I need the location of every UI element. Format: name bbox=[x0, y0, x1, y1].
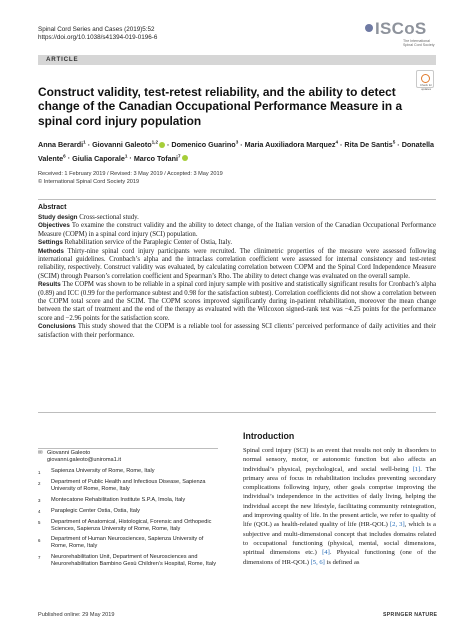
correspondence-name: Giovanni Galeoto bbox=[47, 450, 91, 456]
abstract-section-text: This study showed that the COPM is a reliable tool for assessing SCI clients’ perceived performance of daily activities and their satisfaction with their performance. bbox=[38, 323, 436, 339]
affiliation-number: 2 bbox=[38, 480, 41, 486]
abstract-rule-top bbox=[38, 199, 436, 200]
article-label: ARTICLE bbox=[46, 56, 79, 63]
affiliation-text: Department of Human Neurosciences, Sapienza University of Rome, Rome, Italy bbox=[51, 536, 204, 549]
abstract-section-label: Conclusions bbox=[38, 323, 76, 331]
author-name: Anna Berardi bbox=[38, 140, 84, 150]
correspondence-details bbox=[47, 450, 121, 464]
affiliation-item bbox=[38, 479, 218, 493]
author-affiliation-sup: 1 bbox=[83, 140, 86, 145]
intro-text: . The primary area of focus in rehabilitation includes preventing secondary complications following injury, other goals comprise improving the individual’s independence in the activities of daily living, helping the individual accept the new lifestyle, facilitating community reintegration, and improving quality of life. In the present article, we refer to quality of life (QOL) as health-related quality of life (HR-QOL) bbox=[243, 465, 436, 529]
author-name: Giovanni Galeoto bbox=[92, 140, 152, 150]
citation-link[interactable]: [4] bbox=[322, 549, 330, 557]
dates-block bbox=[38, 170, 223, 186]
article-title: Construct validity, test-retest reliability, and the ability to detect change of the Canadian Occupational Performance Measure in a spinal cord injury population bbox=[38, 85, 403, 128]
affiliation-number: 4 bbox=[38, 509, 41, 514]
affiliation-text: Montecatone Rehabilitation Institute S.P.A, Imola, Italy bbox=[51, 496, 186, 503]
author[interactable] bbox=[92, 140, 165, 149]
affiliation-text: Department of Anatomical, Histological, Forensic and Orthopedic Sciences, Sapienza University of Rome, Rome, Italy bbox=[51, 518, 212, 532]
affiliation-list bbox=[38, 468, 218, 568]
logo-circle-icon bbox=[365, 24, 373, 32]
intro-text: is defined as bbox=[324, 558, 360, 566]
author-name: Giulia Caporale bbox=[72, 153, 125, 163]
article-type-band bbox=[38, 55, 436, 65]
abstract bbox=[38, 204, 436, 340]
envelope-icon: ✉ bbox=[38, 450, 43, 456]
author-affiliation-sup: 6 bbox=[63, 153, 66, 159]
author-affiliation-sup: 3 bbox=[235, 140, 239, 145]
published-date: Published online: 29 May 2019 bbox=[38, 612, 115, 618]
affiliation-number: 3 bbox=[38, 498, 41, 503]
affiliation-number: 7 bbox=[38, 555, 41, 560]
author-affiliation-sup: 1,2 bbox=[151, 140, 158, 145]
abstract-body bbox=[38, 214, 436, 340]
abstract-heading: Abstract bbox=[38, 204, 67, 211]
abstract-section-text: To examine the construct validity and the ability to detect change, of the Italian version of the Canadian Occupational Performance Measure (COPM) in a spinal cord injury (SCI) population. bbox=[38, 222, 437, 238]
abstract-section-text: Rehabilitation service of the Paraplegic Center of Ostia, Italy. bbox=[64, 239, 233, 247]
abstract-section bbox=[38, 239, 436, 247]
affiliation-rule bbox=[38, 448, 218, 449]
citation-link[interactable]: [2, 3] bbox=[389, 521, 405, 529]
logo-subtitle: The International Spinal Cord Society bbox=[403, 39, 435, 47]
affiliation-item bbox=[38, 519, 218, 533]
author-affiliation-sup: 4 bbox=[335, 140, 339, 145]
abstract-section-text: The COPM was shown to be reliable in a spinal cord injury sample with positive and statistically significant results for Cronbach’s alpha (0.89) and ICC (0.99 for the performance subtest and 0.98 for the satisfaction subtest). Correlation coefficients did not show a correlation between the COPM total score and the SCIM. The COPM scores improved significantly during in-patient rehabilitation, moreover the mean change between the start of treatment and the end of the therapy as evaluated with the Wilcoxon signed-rank test was −4.25 points for the performance score and −2.96 points for the satisfaction score. bbox=[38, 281, 437, 322]
author[interactable] bbox=[38, 140, 86, 149]
abstract-section bbox=[38, 248, 436, 282]
affiliations bbox=[38, 450, 218, 571]
iscos-logo bbox=[365, 20, 437, 50]
author-affiliation-sup: 5 bbox=[392, 140, 396, 145]
intro-text: , which is a subjective and multi-dimensional concept that includes domains related to occupational functioning (physical, mental, social dimensions, spiritual dimensions etc.) bbox=[243, 521, 436, 557]
check-updates-badge[interactable] bbox=[416, 70, 434, 91]
author-name: Marco Tofani bbox=[133, 153, 179, 163]
abstract-section-label: Methods bbox=[38, 247, 64, 255]
abstract-section bbox=[38, 214, 436, 222]
author-affiliation-sup: 1 bbox=[124, 153, 128, 159]
affiliation-number: 5 bbox=[38, 520, 41, 525]
abstract-section-text: Cross-sectional study. bbox=[79, 213, 139, 221]
author-name: Donatella Valente bbox=[38, 140, 435, 163]
journal-header bbox=[38, 26, 157, 42]
affiliation-number: 6 bbox=[38, 537, 41, 543]
update-icon bbox=[421, 74, 430, 83]
affiliation-text: Sapienza University of Rome, Rome, Italy bbox=[51, 468, 155, 474]
author[interactable] bbox=[344, 140, 395, 149]
abstract-section-label: Study design bbox=[38, 213, 78, 221]
affiliation-text: Department of Public Health and Infectious Disease, Sapienza University of Rome, Rome, Italy bbox=[51, 479, 206, 492]
copyright: © International Spinal Cord Society 2019 bbox=[38, 179, 140, 186]
abstract-section-label: Results bbox=[38, 281, 61, 289]
affiliation-number: 1 bbox=[38, 469, 41, 475]
author-name: Rita De Santis bbox=[344, 140, 393, 150]
publisher-logo: SPRINGER NATURE bbox=[383, 612, 438, 618]
citation-link[interactable]: [1] bbox=[412, 465, 421, 473]
affiliation-item bbox=[38, 536, 218, 550]
affiliation-item bbox=[38, 554, 218, 568]
citation-link[interactable]: [5, 6] bbox=[310, 558, 325, 566]
logo-name: ISCoS bbox=[375, 19, 427, 38]
affiliation-item bbox=[38, 508, 218, 516]
introduction-body bbox=[243, 446, 436, 567]
journal-citation: Spinal Cord Series and Cases (2019)5:52 bbox=[38, 26, 155, 33]
abstract-section-label: Settings bbox=[38, 239, 63, 247]
author-affiliation-sup: 7 bbox=[178, 153, 181, 159]
author-name: Maria Auxiliadora Marquez bbox=[244, 140, 336, 150]
affiliation-item bbox=[38, 497, 218, 505]
author[interactable] bbox=[171, 140, 238, 149]
abstract-section bbox=[38, 323, 436, 340]
check-updates-label: Check for updates bbox=[420, 83, 432, 91]
author[interactable] bbox=[245, 140, 338, 149]
intro-text: Spinal cord injury (SCI) is an event that results not only in disorders to normal sensory, motor, or autonomic function but also affects an individual’s physical, psychological, and social well-being bbox=[243, 447, 436, 473]
abstract-section bbox=[38, 281, 436, 323]
affiliation-item bbox=[38, 468, 218, 476]
orcid-icon[interactable] bbox=[159, 142, 165, 148]
intro-text: . Physical functioning (one of the dimensions of HR-QOL) bbox=[243, 549, 437, 566]
affiliation-text: Neurorehabilitation Unit, Department of Neurosciences and Neurorehabilitation Bambino Gesù Children’s Hospital, Rome, Italy bbox=[51, 553, 216, 567]
introduction-heading: Introduction bbox=[243, 431, 295, 441]
author[interactable] bbox=[134, 154, 188, 163]
abstract-rule-bottom bbox=[38, 412, 436, 413]
abstract-section-text: Thirty-nine spinal cord injury participants were recruited. The clinimetric properties of the measure were assessed following international guidelines. Cronbach’s alpha and the intraclass correlation coefficient were assessed for internal consistency and test-retest reliability, respectively. Construct validity was evaluated, by calculating correlation between COPM and the Spinal Cord Independence Measure (SCIM) through Pearson’s correlation coefficient and Spearman’s Rho. The ability to detect change was evaluated on the overall sample. bbox=[38, 247, 437, 280]
doi-link[interactable]: https://doi.org/10.1038/s41394-019-0196-6 bbox=[38, 34, 158, 41]
abstract-section-label: Objectives bbox=[38, 222, 70, 230]
affiliation-text: Paraplegic Center Ostia, Ostia, Italy bbox=[51, 507, 140, 514]
correspondence bbox=[38, 450, 218, 464]
abstract-section bbox=[38, 222, 436, 239]
correspondence-email[interactable]: giovanni.galeoto@uniroma1.it bbox=[47, 457, 122, 463]
author[interactable] bbox=[72, 154, 127, 163]
author-name: Domenico Guarino bbox=[171, 140, 236, 150]
author-list: Anna Berardi$^1$ · Giovanni Galeoto$^{1,2}$ · Domenico Guarino$^3$ · Maria Auxiliadora Marquez$^4$ · Rita De Santis$^5$ · Donatella Valente$^6$ · Giulia Caporale$^1$ · Marco Tofani$^7$ bbox=[38, 140, 435, 163]
received-dates: Received: 1 February 2019 / Revised: 3 May 2019 / Accepted: 3 May 2019 bbox=[38, 171, 223, 177]
orcid-icon[interactable] bbox=[182, 155, 188, 161]
